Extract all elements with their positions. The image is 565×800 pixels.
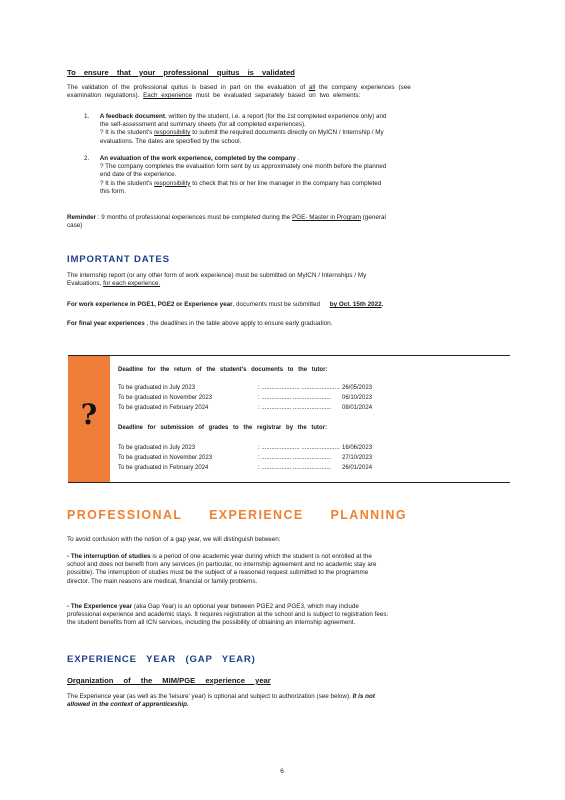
docs-row — [118, 404, 208, 412]
experience-year-paragraph — [67, 603, 497, 628]
row-label: To be graduated in July 2023 — [118, 385, 196, 391]
item-text: end date of the experience. — [100, 171, 177, 179]
dates-paragraph-2: For work experience in PGE1, PGE2 or Experience year, documents must be submitted by Oct. 15th 2022. — [67, 301, 384, 308]
docs-row-dots: : .................. ....................... — [258, 405, 332, 411]
grades-row — [118, 464, 208, 472]
row-label: To be graduated in July 2023 — [118, 445, 196, 451]
item-text: to submit the required documents directly on MyICN / Internship / My — [192, 129, 384, 137]
reminder — [67, 214, 497, 230]
gap-text-emphasis: It is not — [352, 693, 375, 700]
interruption-label: - The interruption of studies — [67, 553, 151, 560]
planning-text: professional experience and academic stays. It requires registration at the school and is subject to registration fees: — [67, 611, 389, 619]
item-number: 2. — [84, 155, 90, 162]
item-title: A feedback document — [99, 113, 165, 120]
quitus-intro-each: Each experience — [143, 92, 193, 100]
dates-paragraph-1 — [67, 272, 497, 288]
docs-deadline-title: Deadline for the return of the student's documents to the tutor: — [118, 367, 328, 373]
reminder-program-link[interactable]: PGE- Master in Program — [292, 214, 361, 221]
dates-each-experience: for each experience. — [103, 280, 161, 288]
item-text: ? It is the student's — [100, 179, 153, 187]
item-responsibility: responsibility — [154, 129, 191, 137]
item-text: , written by the student, i.e. a report (for the 1st completed experience only) and — [164, 113, 387, 120]
quitus-intro-text: The validation of the professional quitus is based in part on the evaluation of — [67, 84, 306, 91]
grades-row-date: 26/01/2024 — [342, 465, 373, 471]
row-label: To be graduated in November 2023 — [118, 455, 213, 461]
dates-paragraph-3 — [67, 320, 507, 328]
important-dates-heading: IMPORTANT DATES — [67, 254, 170, 265]
quitus-intro-text-5: based on two elements: — [287, 92, 361, 100]
quitus-intro-separately: separately — [255, 92, 285, 100]
reminder-text-end: (general — [362, 214, 386, 221]
planning-text: is a period of one academic year during which the student is not enrolled at the — [152, 553, 372, 560]
docs-row — [118, 394, 212, 402]
item-text: evaluations. The dates are specified by the school. — [100, 137, 242, 145]
item-responsibility: responsibility — [154, 179, 191, 187]
item-text: to check that his or her line manager in the company has completed — [192, 179, 382, 187]
dates-text: The internship report (or any other form of work experience) must be submitted on MyICN / Internships / My — [67, 272, 367, 279]
question-mark-icon: ? — [80, 398, 98, 431]
grades-deadline-title: Deadline for submission of grades to the registrar by the tutor: — [118, 425, 328, 431]
reminder-text: : 9 months of professional experiences must be completed during the — [97, 214, 291, 221]
docs-row-date: 06/10/2023 — [342, 395, 373, 401]
experience-year-label: - The Experience year — [67, 603, 133, 610]
item-number: 1. — [84, 113, 90, 120]
docs-row-dots: : ....................... ....................... — [258, 385, 340, 391]
gap-year-subheading: Organization of the MIM/PGE experience year — [67, 676, 271, 685]
row-label: To be graduated in February 2024 — [118, 465, 209, 471]
grades-row-date: 27/10/2023 — [342, 455, 373, 461]
dates-text: For work experience in PGE1, PGE2 or Experience year — [67, 301, 233, 308]
planning-text: possible). The interruption of studies must be the subject of a reasoned request submitted to the programme — [67, 569, 369, 577]
gap-year-heading: EXPERIENCE YEAR (GAP YEAR) — [67, 654, 256, 665]
quitus-intro — [67, 84, 497, 100]
docs-row-date: 08/01/2024 — [342, 405, 373, 411]
deadline-box-top-border — [68, 355, 510, 356]
quitus-item-1 — [84, 113, 494, 146]
grades-row-dots: : ....................... ....................... — [258, 445, 340, 451]
item-text: ? The company completes the evaluation form sent by us approximately one month before the planned — [100, 163, 387, 171]
grades-row-dots: : .................. ....................... — [258, 455, 332, 461]
gap-year-paragraph — [67, 693, 507, 709]
reminder-text-case: case) — [67, 222, 83, 230]
dates-text-bold: For final year experiences — [67, 320, 145, 327]
quitus-intro-all: all — [308, 84, 316, 91]
quitus-intro-text-4: must be evaluated — [195, 92, 252, 100]
gap-text: The Experience year (as well as the 'leisure' year) is optional and subject to authorization (see below). — [67, 693, 351, 700]
quitus-heading: To ensure that your professional quitus is validated — [67, 68, 295, 77]
grades-row-date: 16/06/2023 — [342, 445, 373, 451]
dates-deadline: by Oct. 15th 2022 — [329, 301, 382, 308]
docs-row-dots: : .................. ....................... — [258, 395, 332, 401]
grades-row — [118, 444, 195, 452]
dates-text: , the deadlines in the table above apply to ensure early graduation. — [146, 320, 333, 327]
item-text: the self-assessment and summary sheets (for all completed experiences). — [100, 121, 306, 129]
quitus-intro-text-2: the company experiences (see — [318, 84, 411, 91]
planning-text: director. The main reasons are medical, financial or family problems. — [67, 577, 258, 585]
item-text: this form. — [100, 187, 126, 195]
interruption-paragraph — [67, 553, 497, 586]
row-label: To be graduated in February 2024 — [118, 405, 209, 411]
planning-heading: PROFESSIONAL EXPERIENCE PLANNING — [67, 508, 407, 522]
quitus-item-2: 2. An evaluation of the work experience, completed by the company . ? The company completes the evaluation form sent by us approximately one month before the planned end date of the experience. ? It is the student's responsibility to check that his or her line manager in the company has completed this form. — [84, 155, 387, 195]
grades-row-dots: : .................. ....................... — [258, 465, 332, 471]
dates-text: , documents must be submitted — [232, 301, 321, 308]
row-label: To be graduated in November 2023 — [118, 395, 213, 401]
docs-row — [118, 384, 195, 392]
page-number: 6 — [280, 768, 284, 775]
grades-row — [118, 454, 212, 462]
gap-text-emphasis: allowed in the context of apprenticeship. — [67, 701, 189, 709]
item-text: ? It is the student's — [100, 129, 153, 137]
planning-intro: To avoid confusion with the notion of a gap year, we will distinguish between: — [67, 536, 281, 543]
item-title: An evaluation of the work experience, completed by the company — [99, 155, 296, 162]
dates-text: Evaluations, — [67, 280, 102, 288]
planning-text: school and does not benefit from any services (in particular, no internship agreement and no academic stay are — [67, 561, 377, 569]
docs-row-date: 26/05/2023 — [342, 385, 373, 391]
planning-text: the student benefits from all ICN services, including the possibility of obtaining an internship agreement. — [67, 619, 356, 627]
quitus-intro-text-3: examination regulations). — [67, 92, 140, 100]
reminder-label: Reminder — [67, 214, 97, 221]
deadline-box-bottom-border — [68, 482, 510, 483]
planning-text: (aka Gap Year) is an optional year between PGE2 and PGE3, which may include — [133, 603, 359, 610]
